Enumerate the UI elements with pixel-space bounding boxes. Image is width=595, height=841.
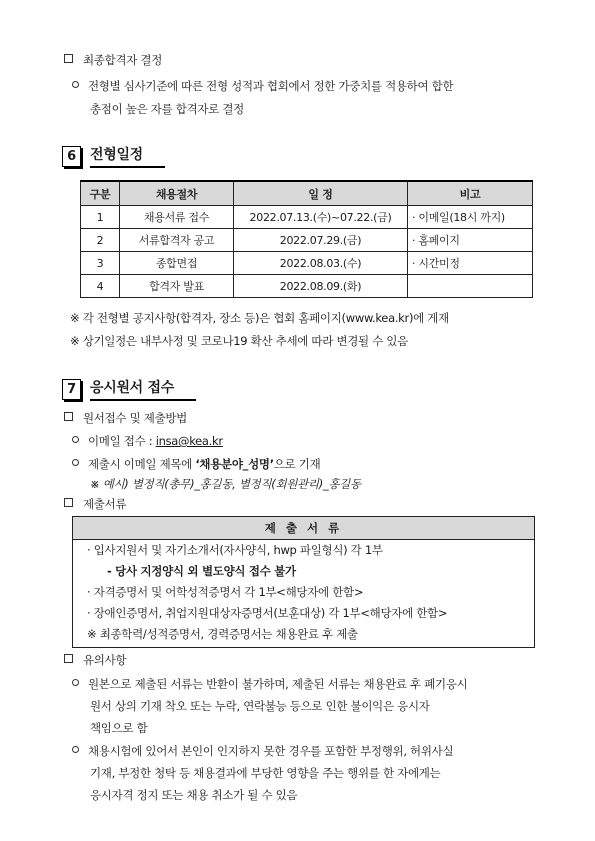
section-title: 전형일정 [90,144,165,168]
schedule-note-2: ※ 상기일정은 내부사정 및 코로나19 확산 추세에 따라 변경될 수 있음 [70,334,408,348]
table-row [81,206,533,229]
table-header-row [81,181,533,206]
table-cell: 2022.08.09.(화) [234,275,408,298]
table-row [81,275,533,298]
section-7-header [62,377,196,401]
circle-bullet-icon [72,459,79,466]
table-cell: · 시간미정 [408,252,533,275]
table-header: 일 정 [234,181,408,206]
section-6-header [62,144,165,168]
final-selection-desc-line1: 전형별 심사기준에 따른 전형 성적과 협회에서 정한 가중치를 적용하여 합한 [72,78,453,94]
circle-bullet-icon [72,679,79,686]
document-item: ※ 최종학력/성적증명서, 경력증명서는 채용완료 후 제출 [87,627,358,641]
caution-heading: 유의사항 [64,652,126,668]
table-row [81,229,533,252]
table-cell: 서류합격자 공고 [120,229,234,252]
table-cell [408,275,533,298]
table-cell: 3 [81,252,120,275]
section-number: 6 [62,146,81,167]
table-cell: 4 [81,275,120,298]
square-bullet-icon [64,498,73,507]
document-item: · 자격증명서 및 어학성적증명서 각 1부<해당자에 한함> [87,585,364,599]
table-cell: 2 [81,229,120,252]
square-bullet-icon [64,654,73,663]
table-cell: 2022.07.13.(수)~07.22.(금) [234,206,408,229]
subject-example: ※ 예시) 별정직(총무)_홍길동, 별정직(회원관리)_홍길동 [90,477,361,491]
table-cell: 2022.07.29.(금) [234,229,408,252]
table-cell: 채용서류 접수 [120,206,234,229]
caution-1-line2: 원서 상의 기재 착오 또는 누락, 연락불능 등으로 인한 불이익은 응시자 [90,699,430,713]
caution-2-line3: 응시자격 정지 또는 채용 취소가 될 수 있음 [90,788,298,802]
document-item-note: - 당사 지정양식 외 별도양식 접수 불가 [107,564,296,578]
table-cell: 합격자 발표 [120,275,234,298]
subject-format: ‘채용분야_성명’ [195,457,274,471]
table-cell: · 이메일(18시 까지) [408,206,533,229]
schedule-note-1: ※ 각 전형별 공지사항(합격자, 장소 등)은 협회 홈페이지(www.kea.kr)에 게재 [70,311,449,325]
circle-bullet-icon [72,436,79,443]
email-submission-line: 이메일 접수 : insa@kea.kr [72,433,223,449]
table-header: 채용절차 [120,181,234,206]
documents-box-title: 제 출 서 류 [73,517,534,540]
final-selection-heading: 최종합격자 결정 [64,52,162,68]
table-cell: 2022.08.03.(수) [234,252,408,275]
table-row [81,252,533,275]
caution-1-line1: 원본으로 제출된 서류는 반환이 불가하며, 제출된 서류는 채용완료 후 폐기응시 [72,676,467,692]
section-number: 7 [62,379,81,400]
table-header: 비고 [408,181,533,206]
circle-bullet-icon [72,746,79,753]
section-title: 응시원서 접수 [90,377,196,401]
documents-heading: 제출서류 [64,496,126,512]
schedule-table [80,180,533,298]
table-cell: · 홈페이지 [408,229,533,252]
final-selection-desc-line2: 총점이 높은 자를 합격자로 결정 [90,102,244,116]
document-item: · 장애인증명서, 취업지원대상자증명서(보훈대상) 각 1부<해당자에 한함> [87,606,448,620]
caution-1-line3: 책임으로 함 [90,721,148,735]
square-bullet-icon [64,54,73,63]
table-header: 구분 [81,181,120,206]
submission-method-heading: 원서접수 및 제출방법 [64,410,187,426]
caution-2-line1: 채용시험에 있어서 본인이 인지하지 못한 경우를 포함한 부정행위, 허위사실 [72,743,453,759]
circle-bullet-icon [72,81,79,88]
documents-box [72,516,535,648]
table-cell: 종합면접 [120,252,234,275]
square-bullet-icon [64,412,73,421]
document-item: · 입사지원서 및 자기소개서(자사양식, hwp 파일형식) 각 1부 [87,543,383,557]
email-subject-line: 제출시 이메일 제목에 ‘채용분야_성명’으로 기재 [72,456,320,472]
caution-2-line2: 기재, 부정한 청탁 등 채용결과에 부당한 영향을 주는 행위를 한 자에게는 [90,766,441,780]
table-cell: 1 [81,206,120,229]
email-link[interactable]: insa@kea.kr [155,434,223,448]
